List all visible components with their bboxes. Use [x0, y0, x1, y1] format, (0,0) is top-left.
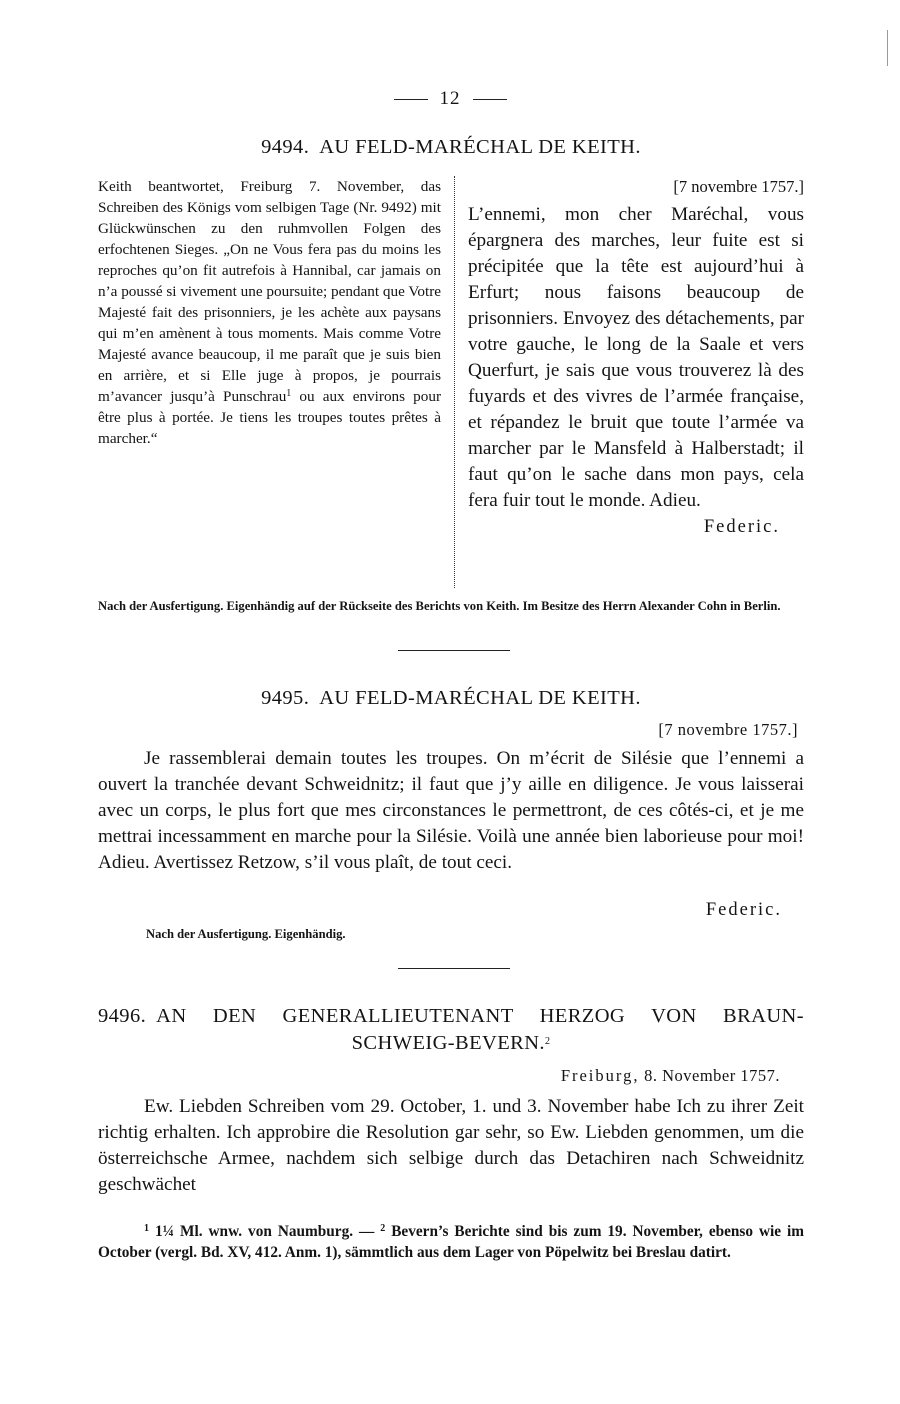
- footnote-1-text: 1¼ Ml. wnw. von Naumburg. —: [154, 1223, 375, 1240]
- letter-9496-date: 8. November 1757.: [644, 1066, 780, 1085]
- header-dash-left: [394, 99, 428, 100]
- letter-9496-title-line2: SCHWEIG-BEVERN.: [351, 1032, 545, 1054]
- letter-9495-heading: [98, 685, 804, 712]
- letter-9496-number: 9496.: [98, 1005, 147, 1027]
- keith-report-text-end: ou aux environs pour être plus à portée. Je tiens les troupes toutes prêtes à marcher.“: [98, 388, 442, 447]
- letter-9494-source-note: Nach der Ausfertigung. Eigenhändig auf der Rückseite des Berichts von Keith. Im Besitze des Herrn Alexander Cohn in Berlin.: [98, 599, 781, 613]
- letter-9496-title-line2-wrap: [98, 1030, 804, 1057]
- section-divider-1: [398, 650, 510, 651]
- letter-9495-signature: Federic.: [705, 900, 782, 920]
- keith-report-text: Keith beantwortet, Freiburg 7. November, das Schreiben des Königs vom selbigen Tage (Nr. 9492) mit Glückwünschen zu den ruhmvollen Folgen des erfochtenen Sieges. „On ne Vous fera pas du moins les reproches qu’on fit autrefois à Hannibal, car jamais on n’a poussé si vivement une poursuite; pendant que Votre Majesté fait des prisonniers, je les achète aux paysans qui m’en amènent à tous moments. Mais comme Votre Majesté avance beaucoup, il me paraît que je suis bien en arrière, et si Elle juge à propos, je pourrais m’avancer jusqu’à Punschrau: [98, 178, 441, 405]
- letter-9495-source-note: Nach der Ausfertigung. Eigenhändig.: [146, 927, 346, 941]
- keith-report-summary: [98, 176, 441, 449]
- page-edge-mark: [887, 30, 888, 66]
- letter-9494-heading: [98, 134, 804, 161]
- page-header: [0, 88, 900, 110]
- letter-9494-text: L’ennemi, mon cher Maréchal, vous épargnera des marches, leur fuite est si précipitée que la tête est aujourd’hui à Erfurt; nous faisons beaucoup de prisonniers. Envoyez des détachements, par votre gauche, le long de la Saale et vers Querfurt, je sais que vous trouverez là des fuyards et des vivres de l’armée française, et répandez le bruit que toute l’armée va marcher par le Mansfeld à Halberstadt; il faut qu’on le sache dans mon pays, cela fera fuir tout le monde. Adieu.: [468, 204, 804, 511]
- letter-9494-number: 9494.: [261, 136, 310, 158]
- letter-9496-title-line1: AN DEN GENERALLIEUTENANT HERZOG VON BRAUN-: [156, 1005, 804, 1027]
- letter-9494-title: AU FELD-MARÉCHAL DE KEITH.: [319, 136, 641, 158]
- king-reply: [468, 176, 804, 540]
- page-number: 12: [439, 88, 461, 109]
- letter-9494-columns: [98, 176, 808, 588]
- letter-9494-signature: Federic.: [703, 517, 780, 537]
- letter-9496-body: [98, 1094, 804, 1198]
- letter-9496-heading: [98, 1003, 804, 1057]
- footnote-ref-1: 1: [286, 388, 292, 399]
- letter-9496-place: Freiburg,: [560, 1066, 640, 1085]
- column-divider: [454, 176, 455, 588]
- section-divider-2: [398, 968, 510, 969]
- footnote-2-marker: 2: [380, 1223, 386, 1234]
- letter-9495-number: 9495.: [261, 687, 310, 709]
- footnote-block: [98, 1221, 804, 1263]
- letter-9496-dateline: [98, 1066, 780, 1086]
- letter-9495-text: Je rassemblerai demain toutes les troupes. On m’écrit de Silésie que l’ennemi a ouvert la tranchée devant Schweidnitz; il faut que j’y aille en diligence. Je vous laisserai avec un corps, le plus fort que mes circonstances le permettront, de ces côtés-ci, et je me mettrai incessamment en marche pour la Silésie. Voilà une année bien laborieuse pour moi! Adieu. Avertissez Retzow, s’il vous plaît, de tout ceci.: [98, 748, 804, 873]
- footnotes: [98, 1221, 804, 1263]
- footnote-ref-2: 2: [544, 1036, 551, 1047]
- letter-9494-date: [7 novembre 1757.]: [673, 177, 804, 196]
- header-dash-right: [473, 99, 507, 100]
- letter-9495-date: [7 novembre 1757.]: [658, 720, 798, 739]
- letter-9495-title: AU FELD-MARÉCHAL DE KEITH.: [319, 687, 641, 709]
- footnote-1-marker: 1: [144, 1223, 149, 1234]
- letter-9495-body: [98, 746, 804, 876]
- letter-9496-title-line1-wrap: [98, 1003, 804, 1030]
- letter-9496-text: Ew. Liebden Schreiben vom 29. October, 1. und 3. November habe Ich zu ihrer Zeit richtig erhalten. Ich approbire die Resolution gar sehr, so Ew. Liebden genommen, um die österreichsche Armee, nachdem sich selbige durch das Detachiren nach Schweidnitz geschwächet: [98, 1096, 804, 1195]
- footnote-2-text: Bevern’s Berichte sind bis zum 19. November, ebenso wie im October (vergl. Bd. XV, 412. Anm. 1), sämmtlich aus dem Lager von Pöpelwitz bei Breslau datirt.: [98, 1223, 805, 1261]
